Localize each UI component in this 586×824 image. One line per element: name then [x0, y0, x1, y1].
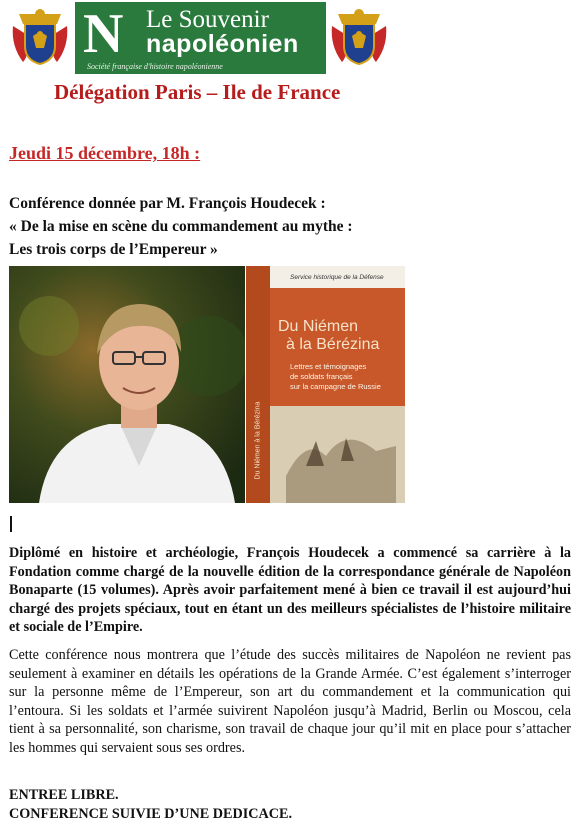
book-publisher: Service historique de la Défense: [290, 274, 384, 281]
conference-description: Cette conférence nous montrera que l’étude des succès militaires de Napoléon ne revient pas seulement à examiner en détails les opérations de la Grande Armée. C’est également s’interroger sur la personne même de l’Empereur, son art du commandement et la communication qui l’entoura. Si les soldats et l’armée suivirent Napoléon jusqu’à Madrid, Berlin ou Moscou, cela tient à sa personnalité, son charisme, son travail de chaque jour qu’il mit en place pour s’attacher les hommes qui servaient sous ses ordres.: [9, 647, 571, 756]
logo-title-line2: napoléonien: [146, 30, 299, 58]
conference-line: « De la mise en scène du commandement au mythe :: [9, 218, 353, 235]
book-cover: [246, 266, 405, 503]
entree-libre: ENTREE LIBRE.: [9, 787, 119, 803]
imperial-crest-icon: [9, 6, 71, 68]
dedicace-notice: CONFERENCE SUIVIE D’UNE DEDICACE.: [9, 805, 292, 822]
speaker-bio: Diplômé en histoire et archéologie, François Houdecek a commencé sa carrière à la Fondation comme chargé de la nouvelle édition de la correspondance générale de Napoléon Bonaparte (15 volumes). Après avoir parfaitement mené à bien ce travail il est aujourd’hui chargé des projets spéciaux, tout en étant un des meilleurs spécialistes de l’histoire militaire et sociale de l’Empire.: [9, 545, 571, 635]
book-title-line2: à la Bérézina: [286, 336, 380, 353]
book-subtitle-line: Lettres et témoignages: [290, 362, 367, 371]
conference-title: [9, 192, 353, 261]
book-spine-text: Du Niémen à la Bérézina: [254, 401, 262, 480]
delegation-heading: Délégation Paris – Ile de France: [54, 80, 341, 104]
logo-initial: N: [83, 3, 124, 65]
book-title-line1: Du Niémen: [278, 318, 359, 335]
logo-tagline: Société française d'histoire napoléonienne: [87, 62, 223, 71]
text-cursor: [10, 516, 12, 532]
footer-notice: [9, 786, 292, 823]
conference-line: Conférence donnée par M. François Houdecek :: [9, 195, 326, 212]
souvenir-napoleonien-logo: [75, 2, 326, 74]
imperial-crest-icon: [328, 6, 390, 68]
conference-line: Les trois corps de l’Empereur »: [9, 241, 218, 258]
logo-title-line1: Le Souvenir: [146, 6, 269, 33]
event-date: Jeudi 15 décembre, 18h :: [9, 143, 201, 163]
speaker-photo: [9, 266, 245, 503]
book-subtitle-line: de soldats français: [290, 372, 353, 381]
book-subtitle-line: sur la campagne de Russie: [290, 382, 381, 391]
